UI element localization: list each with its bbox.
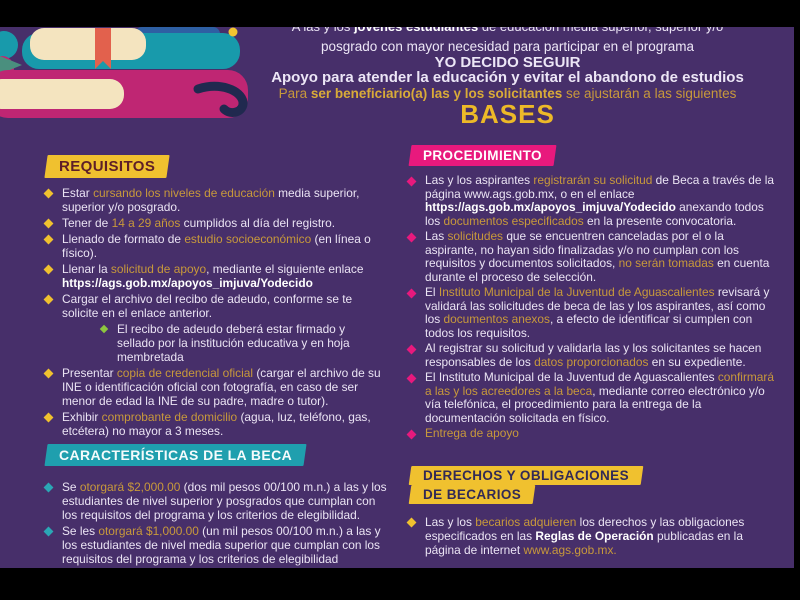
text-segment: Instituto Municipal de la Juventud de Aguascalientes bbox=[438, 285, 715, 299]
bullet-item bbox=[44, 186, 386, 214]
bullet-item bbox=[407, 515, 751, 557]
section-title: DERECHOS Y OBLIGACIONES bbox=[423, 468, 629, 483]
bullet-item bbox=[407, 427, 779, 441]
text-segment: 14 a 29 años bbox=[111, 216, 181, 230]
text-segment: becarios adquieren bbox=[475, 515, 577, 529]
deco-teal-circle bbox=[0, 31, 18, 59]
section-title: CARACTERÍSTICAS DE LA BECA bbox=[59, 447, 293, 463]
bullet-diamond-icon bbox=[44, 369, 54, 379]
text-segment: Se les bbox=[62, 524, 99, 538]
text-segment: Presentar bbox=[62, 366, 117, 380]
bullet-diamond-icon bbox=[407, 430, 417, 440]
text-segment: Tener de bbox=[62, 216, 112, 230]
program-title: YO DECIDO SEGUIR bbox=[434, 54, 581, 71]
text-segment: Exhibir bbox=[62, 410, 102, 424]
section-header-procedimiento bbox=[409, 145, 557, 166]
text-segment: Se bbox=[62, 480, 80, 494]
bullet-item bbox=[44, 480, 390, 522]
bullet-text bbox=[425, 371, 779, 425]
text-segment: (agua, luz, teléfono, gas, etcétera) no mayor a 3 meses. bbox=[62, 410, 371, 438]
bullet-item bbox=[44, 366, 386, 408]
bullet-item bbox=[44, 262, 386, 290]
text-segment: solicitud de apoyo bbox=[110, 262, 207, 276]
bullet-item bbox=[407, 371, 779, 425]
bullet-diamond-icon bbox=[44, 265, 54, 275]
text-segment: (en línea o físico). bbox=[62, 232, 371, 260]
text-segment: solicitudes bbox=[447, 229, 504, 243]
text-segment: registrarán su solicitud bbox=[533, 173, 653, 187]
bullet-diamond-icon bbox=[44, 483, 54, 493]
bullet-text bbox=[425, 230, 779, 284]
bullet-text bbox=[62, 524, 390, 566]
text-segment: cumplidos al día del registro. bbox=[180, 216, 335, 230]
text-segment: El recibo de adeudo deberá estar firmado y sellado por la institución educativa y en hoja membretada bbox=[117, 322, 350, 364]
bullet-item bbox=[44, 524, 390, 566]
bullet-diamond-icon bbox=[44, 527, 54, 537]
text-segment: que se encuentren canceladas por el o la aspirante, no hayan sido finalizadas y/o no cumplan con los requisitos y documentos solicitados, bbox=[425, 229, 739, 270]
text-segment: datos proporcionados bbox=[534, 354, 649, 369]
text-segment: (un mil pesos 00/100 m.n.) a las y los estudiantes de nivel media superior que cumplan con los requisitos del programa y los criterios de elegibilidad bbox=[62, 524, 381, 566]
text-segment: Estar bbox=[62, 186, 94, 200]
bullet-diamond-icon bbox=[407, 374, 417, 384]
text-segment: Reglas de Operación bbox=[535, 529, 654, 543]
text-segment: otorgará $1,000.00 bbox=[98, 524, 199, 538]
bullet-text bbox=[62, 232, 386, 260]
bullet-item bbox=[407, 230, 779, 284]
text-segment: Las y los bbox=[425, 515, 476, 529]
text-segment: en cuenta durante el proceso de selección. bbox=[425, 256, 770, 284]
bullet-diamond-icon bbox=[407, 233, 417, 243]
bullet-diamond-icon bbox=[44, 295, 54, 305]
text-segment: El bbox=[425, 285, 439, 299]
text-segment: Entrega de apoyo bbox=[425, 426, 519, 440]
bullet-diamond-icon bbox=[407, 289, 417, 299]
text-segment: comprobante de domicilio bbox=[101, 410, 238, 424]
letterbox-bar-bottom bbox=[0, 568, 800, 600]
text-segment: otorgará $2,000.00 bbox=[79, 480, 181, 494]
text-segment: https://ags.gob.mx/apoyos_imjuva/Yodecido bbox=[425, 200, 676, 214]
text-segment: documentos anexos bbox=[443, 312, 550, 326]
text-segment: estudio socioeconómico bbox=[184, 232, 312, 246]
text-segment: Las bbox=[425, 229, 448, 243]
bullet-item bbox=[407, 174, 779, 228]
text-segment: , mediante correo electrónico y/o vía telefónica, el procedimiento para la entrega de la documentación solicitada en físico. bbox=[425, 383, 765, 425]
section-title: DE BECARIOS bbox=[423, 487, 522, 502]
bullet-item bbox=[44, 216, 386, 230]
book-pages-top bbox=[30, 28, 146, 60]
text-segment: documentos especificados bbox=[443, 213, 584, 228]
bullet-text bbox=[425, 174, 779, 228]
bullet-diamond-icon bbox=[407, 518, 417, 528]
bullet-item bbox=[407, 342, 779, 369]
text-segment: no serán tomadas bbox=[618, 256, 714, 270]
bullet-text bbox=[117, 322, 386, 364]
text-segment: confirmará a las y los acreedores a la beca bbox=[425, 370, 774, 398]
program-tagline: Apoyo para atender la educación y evitar el abandono de estudios bbox=[271, 69, 744, 86]
text-segment: Para bbox=[278, 86, 311, 101]
bullet-item bbox=[44, 232, 386, 260]
bullet-text bbox=[62, 216, 335, 230]
text-segment: publicadas en la página de internet bbox=[425, 529, 743, 557]
book-pages-bottom bbox=[0, 79, 124, 109]
text-segment: (dos mil pesos 00/100 m.n.) a las y los estudiantes de nivel superior y posgrados que cumplan con los requisitos del programa y los criterios de elegibilidad. bbox=[62, 480, 387, 522]
bullet-diamond-icon bbox=[44, 219, 54, 229]
text-segment: Cargar el archivo del recibo de adeudo, conforme se te solicite en el enlace anterior. bbox=[62, 292, 353, 320]
bullet-item bbox=[44, 410, 386, 438]
section-header-caracteristicas bbox=[44, 444, 306, 466]
text-segment: se ajustarán a las siguientes bbox=[562, 86, 737, 101]
text-segment: El Instituto Municipal de la Juventud de Aguascalientes bbox=[425, 370, 718, 384]
bullet-diamond-icon bbox=[44, 235, 54, 245]
caracteristicas-list bbox=[44, 480, 390, 568]
bullet-text bbox=[62, 262, 386, 290]
text-segment: revisará y validará las solicitudes de beca de las y los aspirantes, así como los bbox=[425, 285, 770, 326]
bases-heading: BASES bbox=[460, 99, 555, 129]
text-segment: Llenar la bbox=[62, 262, 111, 276]
bullet-diamond-icon bbox=[44, 189, 54, 199]
bullet-diamond-icon bbox=[100, 325, 108, 333]
bullet-text bbox=[62, 292, 386, 320]
bullet-text bbox=[62, 480, 390, 522]
text-segment: en la presente convocatoria. bbox=[583, 213, 737, 228]
text-segment: www.ags.gob.mx. bbox=[523, 543, 617, 557]
bullet-text bbox=[425, 342, 779, 369]
text-segment: https://ags.gob.mx/apoyos_imjuva/Yodecido bbox=[62, 276, 313, 290]
text-segment: Al registrar su solicitud y validarla las y los solicitantes se hacen responsables de los bbox=[425, 341, 762, 369]
text-segment: en su expediente. bbox=[648, 354, 746, 369]
letterbox-bar-right bbox=[794, 0, 800, 600]
bullet-item bbox=[44, 292, 386, 320]
text-segment: Las y los aspirantes bbox=[425, 173, 534, 187]
text-segment: los derechos y las obligaciones especificados en las bbox=[425, 515, 745, 543]
text-segment: media superior, superior y/o posgrado. bbox=[62, 186, 360, 214]
bullet-text bbox=[62, 186, 386, 214]
bullet-text bbox=[62, 366, 386, 408]
letterbox-bar-top bbox=[0, 0, 800, 27]
requisitos-list bbox=[44, 186, 386, 440]
text-segment: , a efecto de identificar si cumplen con todos los requisitos. bbox=[425, 312, 753, 340]
books-illustration bbox=[0, 25, 252, 121]
section-header-derechos-line1 bbox=[409, 466, 644, 485]
derechos-list bbox=[407, 515, 751, 559]
text-segment: cursando los niveles de educación bbox=[93, 186, 275, 200]
bullet-text bbox=[425, 427, 519, 441]
intro-line: posgrado con mayor necesidad para participar en el programa bbox=[321, 39, 694, 54]
bullet-item bbox=[44, 322, 386, 364]
procedimiento-list bbox=[407, 174, 779, 443]
section-header-requisitos bbox=[44, 155, 169, 178]
text-segment: anexando todos los bbox=[425, 200, 764, 228]
section-header-derechos-line2 bbox=[409, 485, 536, 504]
text-segment: de Beca a través de la página www.ags.gob.mx, o en el enlace bbox=[425, 173, 774, 201]
section-title: REQUISITOS bbox=[59, 158, 156, 175]
text-segment: Llenado de formato de bbox=[62, 232, 185, 246]
bullet-diamond-icon bbox=[44, 413, 54, 423]
bullet-diamond-icon bbox=[407, 345, 417, 355]
text-segment: , mediante el siguiente enlace bbox=[206, 262, 364, 276]
bullet-text bbox=[62, 410, 386, 438]
bullet-item bbox=[407, 286, 779, 340]
text-segment: (cargar el archivo de su INE o identificación oficial con fotografía, en caso de ser menor de edad la INE de su padre, madre o tutor). bbox=[62, 366, 381, 408]
bullet-text bbox=[425, 515, 751, 557]
deco-yellow-dot bbox=[229, 28, 238, 37]
bullet-text bbox=[425, 286, 779, 340]
bullet-diamond-icon bbox=[407, 177, 417, 187]
text-segment: ser beneficiario(a) las y los solicitantes bbox=[310, 86, 563, 101]
text-segment: copia de credencial oficial bbox=[116, 366, 254, 380]
section-title: PROCEDIMIENTO bbox=[423, 148, 542, 163]
